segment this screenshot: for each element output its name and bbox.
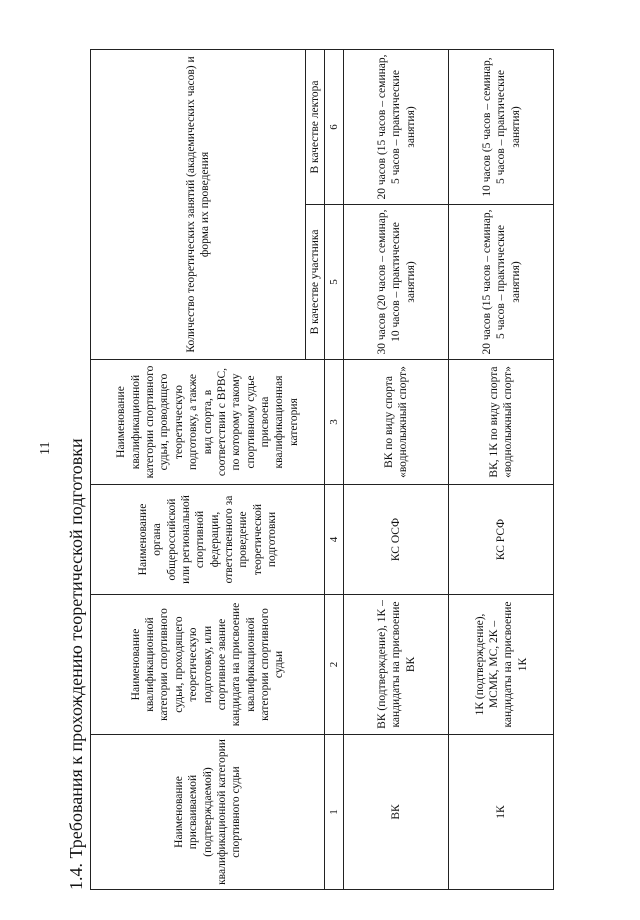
cell-lecturer-hours: 10 часов (5 часов – семинар, 5 часов – практические занятия) [449,49,554,204]
header-responsible-body: Наименование органа общероссийской или региональной спортивной федерации, ответственного за проведение теоретической подготовки [91,485,325,595]
cell-category: ВК [344,735,449,890]
cell-trainee: 1К (подтверждение), МСМК, МС, 2К – кандидаты на присвоение 1К [449,595,554,735]
cell-body: КС ОСФ [344,485,449,595]
cell-lecturer-category: ВК, 1К по виду спорта «воднолыжный спорт» [449,360,554,485]
column-number: 3 [325,360,344,485]
section-title: 1.4. Требования к прохождению теоретической подготовки [66,438,86,890]
header-category-trainee: Наименование квалификационной категории спортивного судьи, проходящего теоретическую подготовку, или спортивное звание кандидата на присвоение квалификационной категории спортивного судьи [91,595,325,735]
column-number: 4 [325,485,344,595]
cell-body: КС РСФ [449,485,554,595]
requirements-table [90,49,554,890]
header-hours-total: Количество теоретических занятий (академических часов) и форма их проведения [91,49,306,359]
header-as-lecturer: В качестве лектора [306,49,325,204]
cell-participant-hours: 30 часов (20 часов – семинар, 10 часов – практические занятия) [344,205,449,360]
cell-category: 1К [449,735,554,890]
column-number: 1 [325,735,344,890]
column-number: 5 [325,205,344,360]
column-number: 6 [325,49,344,204]
column-number: 2 [325,595,344,735]
page-number: 11 [38,441,53,455]
table-header-row [91,49,306,889]
column-number-row [325,49,344,889]
rotated-page-content [66,50,636,890]
cell-trainee: ВК (подтверждение), 1К – кандидаты на присвоение ВК [344,595,449,735]
header-category-assigned: Наименование присваиваемой (подтверждаемой) квалификационной категории спортивного судьи [91,735,325,890]
cell-lecturer-category: ВК по виду спорта «воднолыжный спорт» [344,360,449,485]
cell-participant-hours: 20 часов (15 часов – семинар, 5 часов – практические занятия) [449,205,554,360]
header-lecturer-category: Наименование квалификационной категории спортивного судьи, проводящего теоретическую подготовку, а также вид спорта, в соответствии с ВРВС, по которому такому спортивному судье присвоена квалификационная категория [91,360,325,485]
table-row [344,49,449,889]
cell-lecturer-hours: 20 часов (15 часов – семинар, 5 часов – практические занятия) [344,49,449,204]
header-as-participant: В качестве участника [306,205,325,360]
table-row [449,49,554,889]
